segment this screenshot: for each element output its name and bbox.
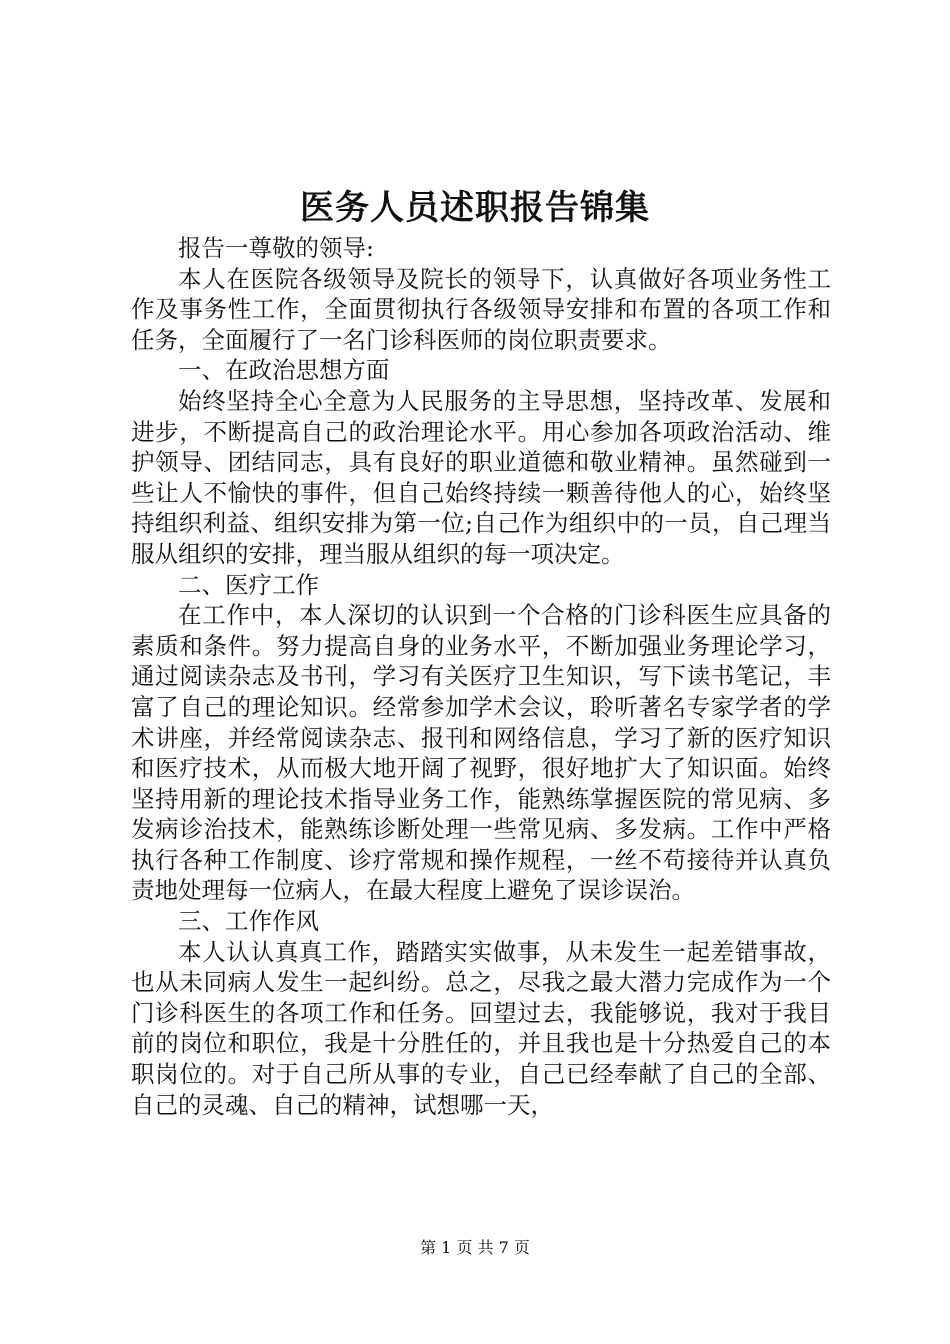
paragraph-politics: 始终坚持全心全意为人民服务的主导思想，坚持改革、发展和进步，不断提高自己的政治理论水平。用心参加各项政治活动、维护领导、团结同志，具有良好的职业道德和敬业精神。虽然碰到一些让人不愉快的事件，但自己始终持续一颗善待他人的心，始终坚持组织利益、组织安排为第一位;自己作为组织中的一员，自己理当服从组织的安排，理当服从组织的每一项决定。	[131, 386, 831, 568]
paragraph-work-style: 本人认认真真工作，踏踏实实做事，从未发生一起差错事故，也从未同病人发生一起纠纷。总之，尽我之最大潜力完成作为一个门诊科医生的各项工作和任务。回望过去，我能够说，我对于我目前的岗位和职位，我是十分胜任的，并且我也是十分热爱自己的本职岗位的。对于自己所从事的专业，自己已经奉献了自己的全部、自己的灵魂、自己的精神，试想哪一天，	[131, 937, 831, 1119]
section-heading-work-style: 三、工作作风	[178, 907, 319, 936]
document-body	[131, 233, 831, 1120]
section-heading-politics: 一、在政治思想方面	[178, 356, 390, 385]
paragraph-salutation: 报告一尊敬的领导:	[178, 234, 374, 262]
paragraph-intro: 本人在医院各级领导及院长的领导下，认真做好各项业务性工作及事务性工作，全面贯彻执行各级领导安排和布置的各项工作和任务，全面履行了一名门诊科医师的岗位职责要求。	[131, 264, 831, 354]
page-number-footer: 第 1 页 共 7 页	[420, 1238, 530, 1257]
document-title: 医务人员述职报告锦集	[300, 188, 650, 228]
paragraph-medical: 在工作中，本人深切的认识到一个合格的门诊科医生应具备的素质和条件。努力提高自身的业务水平，不断加强业务理论学习，通过阅读杂志及书刊，学习有关医疗卫生知识，写下读书笔记，丰富了自己的理论知识。经常参加学术会议，聆听著名专家学者的学术讲座，并经常阅读杂志、报刊和网络信息，学习了新的医疗知识和医疗技术，从而极大地开阔了视野，很好地扩大了知识面。始终坚持用新的理论技术指导业务工作，能熟练掌握医院的常见病、多发病诊治技术，能熟练诊断处理一些常见病、多发病。工作中严格执行各种工作制度、诊疗常规和操作规程，一丝不苟接待并认真负责地处理每一位病人，在最大程度上避免了误诊误治。	[131, 601, 831, 905]
section-heading-medical: 二、医疗工作	[178, 570, 319, 599]
